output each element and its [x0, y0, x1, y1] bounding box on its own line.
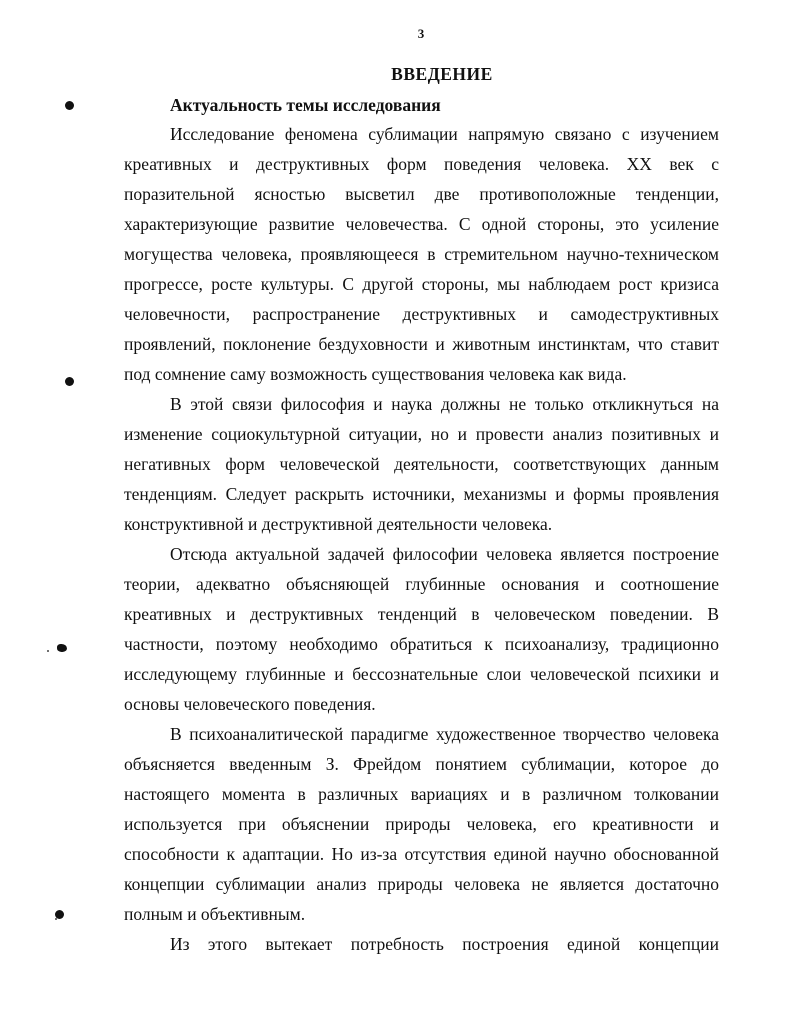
punch-hole-mark — [65, 377, 74, 386]
page-number: 3 — [417, 26, 425, 41]
paragraph-3: Отсюда актуальной задачей философии человека является построение теории, адекватно объясняющей глубинные основания и соотношение креативных и деструктивных тенденций в человеческом поведении. В частности, поэтому необходимо обратиться к психоанализу, традиционно исследующему глубинные и бессознательные слои человеческой психики и основы человеческого поведения. — [124, 544, 719, 714]
paragraph-4: В психоаналитической парадигме художественное творчество человека объясняется введенным З. Фрейдом понятием сублимации, которое до настоящего момента в различных вариациях и в различном толковании используется при объяснении природы человека, его креативности и способности к адаптации. Но из-за отсутствия единой научно обоснованной концепции сублимации анализ природы человека не является достаточно полным и объективным. — [124, 724, 719, 924]
paragraph-5: Из этого вытекает потребность построения единой концепции — [170, 934, 719, 954]
punch-hole-mark — [57, 644, 67, 652]
paragraph-2: В этой связи философия и наука должны не только откликнуться на изменение социокультурной ситуации, но и провести анализ позитивных и негативных форм человеческой деятельности, соответствующих данным тенденциям. Следует раскрыть источники, механизмы и формы проявления конструктивной и деструктивной деятельности человека. — [124, 394, 719, 534]
page-title: ВВЕДЕНИЕ — [391, 64, 493, 84]
body-text — [124, 119, 719, 959]
scan-speck — [55, 918, 57, 920]
punch-hole-mark — [65, 101, 74, 110]
scan-speck — [47, 650, 49, 652]
section-subheading: Актуальность темы исследования — [170, 95, 441, 115]
paragraph-1: Исследование феномена сублимации напрямую связано с изучением креативных и деструктивных форм поведения человека. XX век с поразительной ясностью высветил две противоположные тенденции, характеризующие развитие человечества. С одной стороны, это усиление могущества человека, проявляющееся в стремительном научно-техническом прогрессе, росте культуры. С другой стороны, мы наблюдаем рост кризиса человечности, распространение деструктивных и самодеструктивных проявлений, поклонение бездуховности и животным инстинктам, что ставит под сомнение саму возможность существования человека как вида. — [124, 124, 719, 384]
